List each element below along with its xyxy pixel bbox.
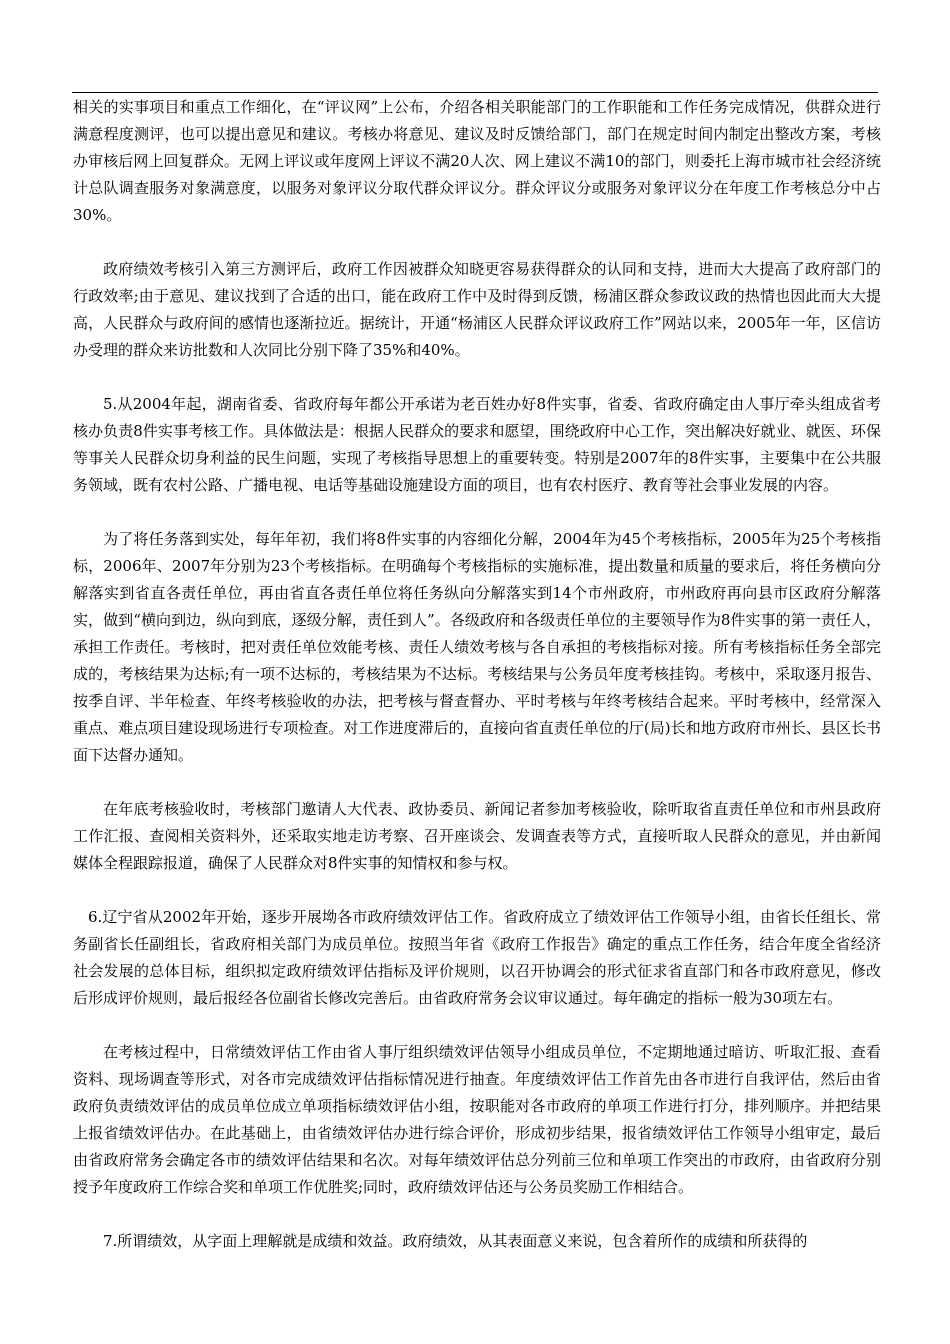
paragraph-continuation: 相关的实事项目和重点工作细化，在“评议网”上公布，介绍各相关职能部门的工作职能和工作任务完成情况，供群众进行满意程度测评，也可以提出意见和建议。考核办将意见、建议及时反馈给部门，部门在规定时间内制定出整改方案，考核办审核后网上回复群众。无网上评议或年度网上评议不满20人次、网上建议不满10的部门，则委托上海市城市社会经济统计总队调查服务对象满意度，以服务对象评议分取代群众评议分。群众评议分或服务对象评议分在年度工作考核总分中占30%。 (73, 98, 881, 224)
paragraph-hunan-acceptance: 在年底考核验收时，考核部门邀请人大代表、政协委员、新闻记者参加考核验收，除听取省直责任单位和市州县政府工作汇报、查阅相关资料外，还采取实地走访考察、召开座谈会、发调查表等方式，直接听取人民群众的意见，并由新闻媒体全程跟踪报道，确保了人民群众对8件实事的知情权和参与权。 (73, 800, 881, 872)
paragraph-hunan-case: 5.从2004年起，湖南省委、省政府每年都公开承诺为老百姓办好8件实事，省委、省政府确定由人事厅牵头组成省考核办负责8件实事考核工作。具体做法是：根据人民群众的要求和愿望，围绕政府中心工作，突出解决好就业、就医、环保等事关人民群众切身利益的民生问题，实现了考核指导思想上的重要转变。特别是2007年的8件实事，主要集中在公共服务领域，既有农村公路、广播电视、电话等基础设施建设方面的项目，也有农村医疗、教育等社会事业发展的内容。 (73, 395, 881, 494)
paragraph-third-party-evaluation: 政府绩效考核引入第三方测评后，政府工作因被群众知晓更容易获得群众的认同和支持，进而大大提高了政府部门的行政效率;由于意见、建议找到了合适的出口，能在政府工作中及时得到反馈，杨浦区群众参政议政的热情也因此而大大提高，人民群众与政府间的感情也逐渐拉近。据统计，开通“杨浦区人民群众评议政府工作”网站以来，2005年一年，区信访办受理的群众来访批数和人次同比分别下降了35%和40%。 (73, 260, 881, 359)
paragraph-liaoning-process: 在考核过程中，日常绩效评估工作由省人事厅组织绩效评估领导小组成员单位，不定期地通过暗访、听取汇报、查看资料、现场调查等形式，对各市完成绩效评估指标情况进行抽查。年度绩效评估工作首先由各市进行自我评估，然后由省政府负责绩效评估的成员单位成立单项指标绩效评估小组，按职能对各市政府的单项工作进行打分，排列顺序。并把结果上报省绩效评估办。在此基础上，由省绩效评估办进行综合评价，形成初步结果，报省绩效评估工作领导小组审定，最后由省政府常务会确定各市的绩效评估结果和名次。对每年绩效评估总分列前三位和单项工作突出的市政府，由省政府分别授予年度政府工作综合奖和单项工作优胜奖;同时，政府绩效评估还与公务员奖励工作相结合。 (73, 1043, 881, 1196)
paragraph-liaoning-case: 6.辽宁省从2002年开始，逐步开展坳各市政府绩效评估工作。省政府成立了绩效评估工作领导小组，由省长任组长、常务副省长任副组长，省政府相关部门为成员单位。按照当年省《政府工作报告》确定的重点工作任务，结合年度全省经济社会发展的总体目标，组织拟定政府绩效评估指标及评价规则，以召开协调会的形式征求省直部门和各市政府意见，修改后形成评价规则，最后报经各位副省长修改完善后。由省政府常务会议审议通过。每年确定的指标一般为30项左右。 (73, 908, 881, 1007)
header-rule (72, 92, 878, 93)
document-body (73, 94, 881, 1255)
paragraph-hunan-tasks: 为了将任务落到实处，每年年初，我们将8件实事的内容细化分解，2004年为45个考核指标，2005年为25个考核指标，2006年、2007年分别为23个考核指标。在明确每个考核指标的实施标准，提出数量和质量的要求后，将任务横向分解落实到省直各责任单位，再由省直各责任单位将任务纵向分解落实到14个市州政府，市州政府再向县市区政府分解落实，做到“横向到边，纵向到底，逐级分解，责任到人”。各级政府和各级责任单位的主要领导作为8件实事的第一责任人，承担工作责任。考核时，把对责任单位效能考核、责任人绩效考核与各自承担的考核指标对接。所有考核指标任务全部完成的，考核结果为达标;有一项不达标的，考核结果为不达标。考核结果与公务员年度考核挂钩。考核中，采取逐月报告、按季自评、半年检查、年终考核验收的办法，把考核与督查督办、平时考核与年终考核结合起来。平时考核中，经常深入重点、难点项目建设现场进行专项检查。对工作进度滞后的，直接向省直责任单位的厅(局)长和地方政府市州长、县区长书面下达督办通知。 (73, 530, 881, 764)
paragraph-performance-definition: 7.所谓绩效，从字面上理解就是成绩和效益。政府绩效，从其表面意义来说，包含着所作的成绩和所获得的 (103, 1232, 808, 1250)
